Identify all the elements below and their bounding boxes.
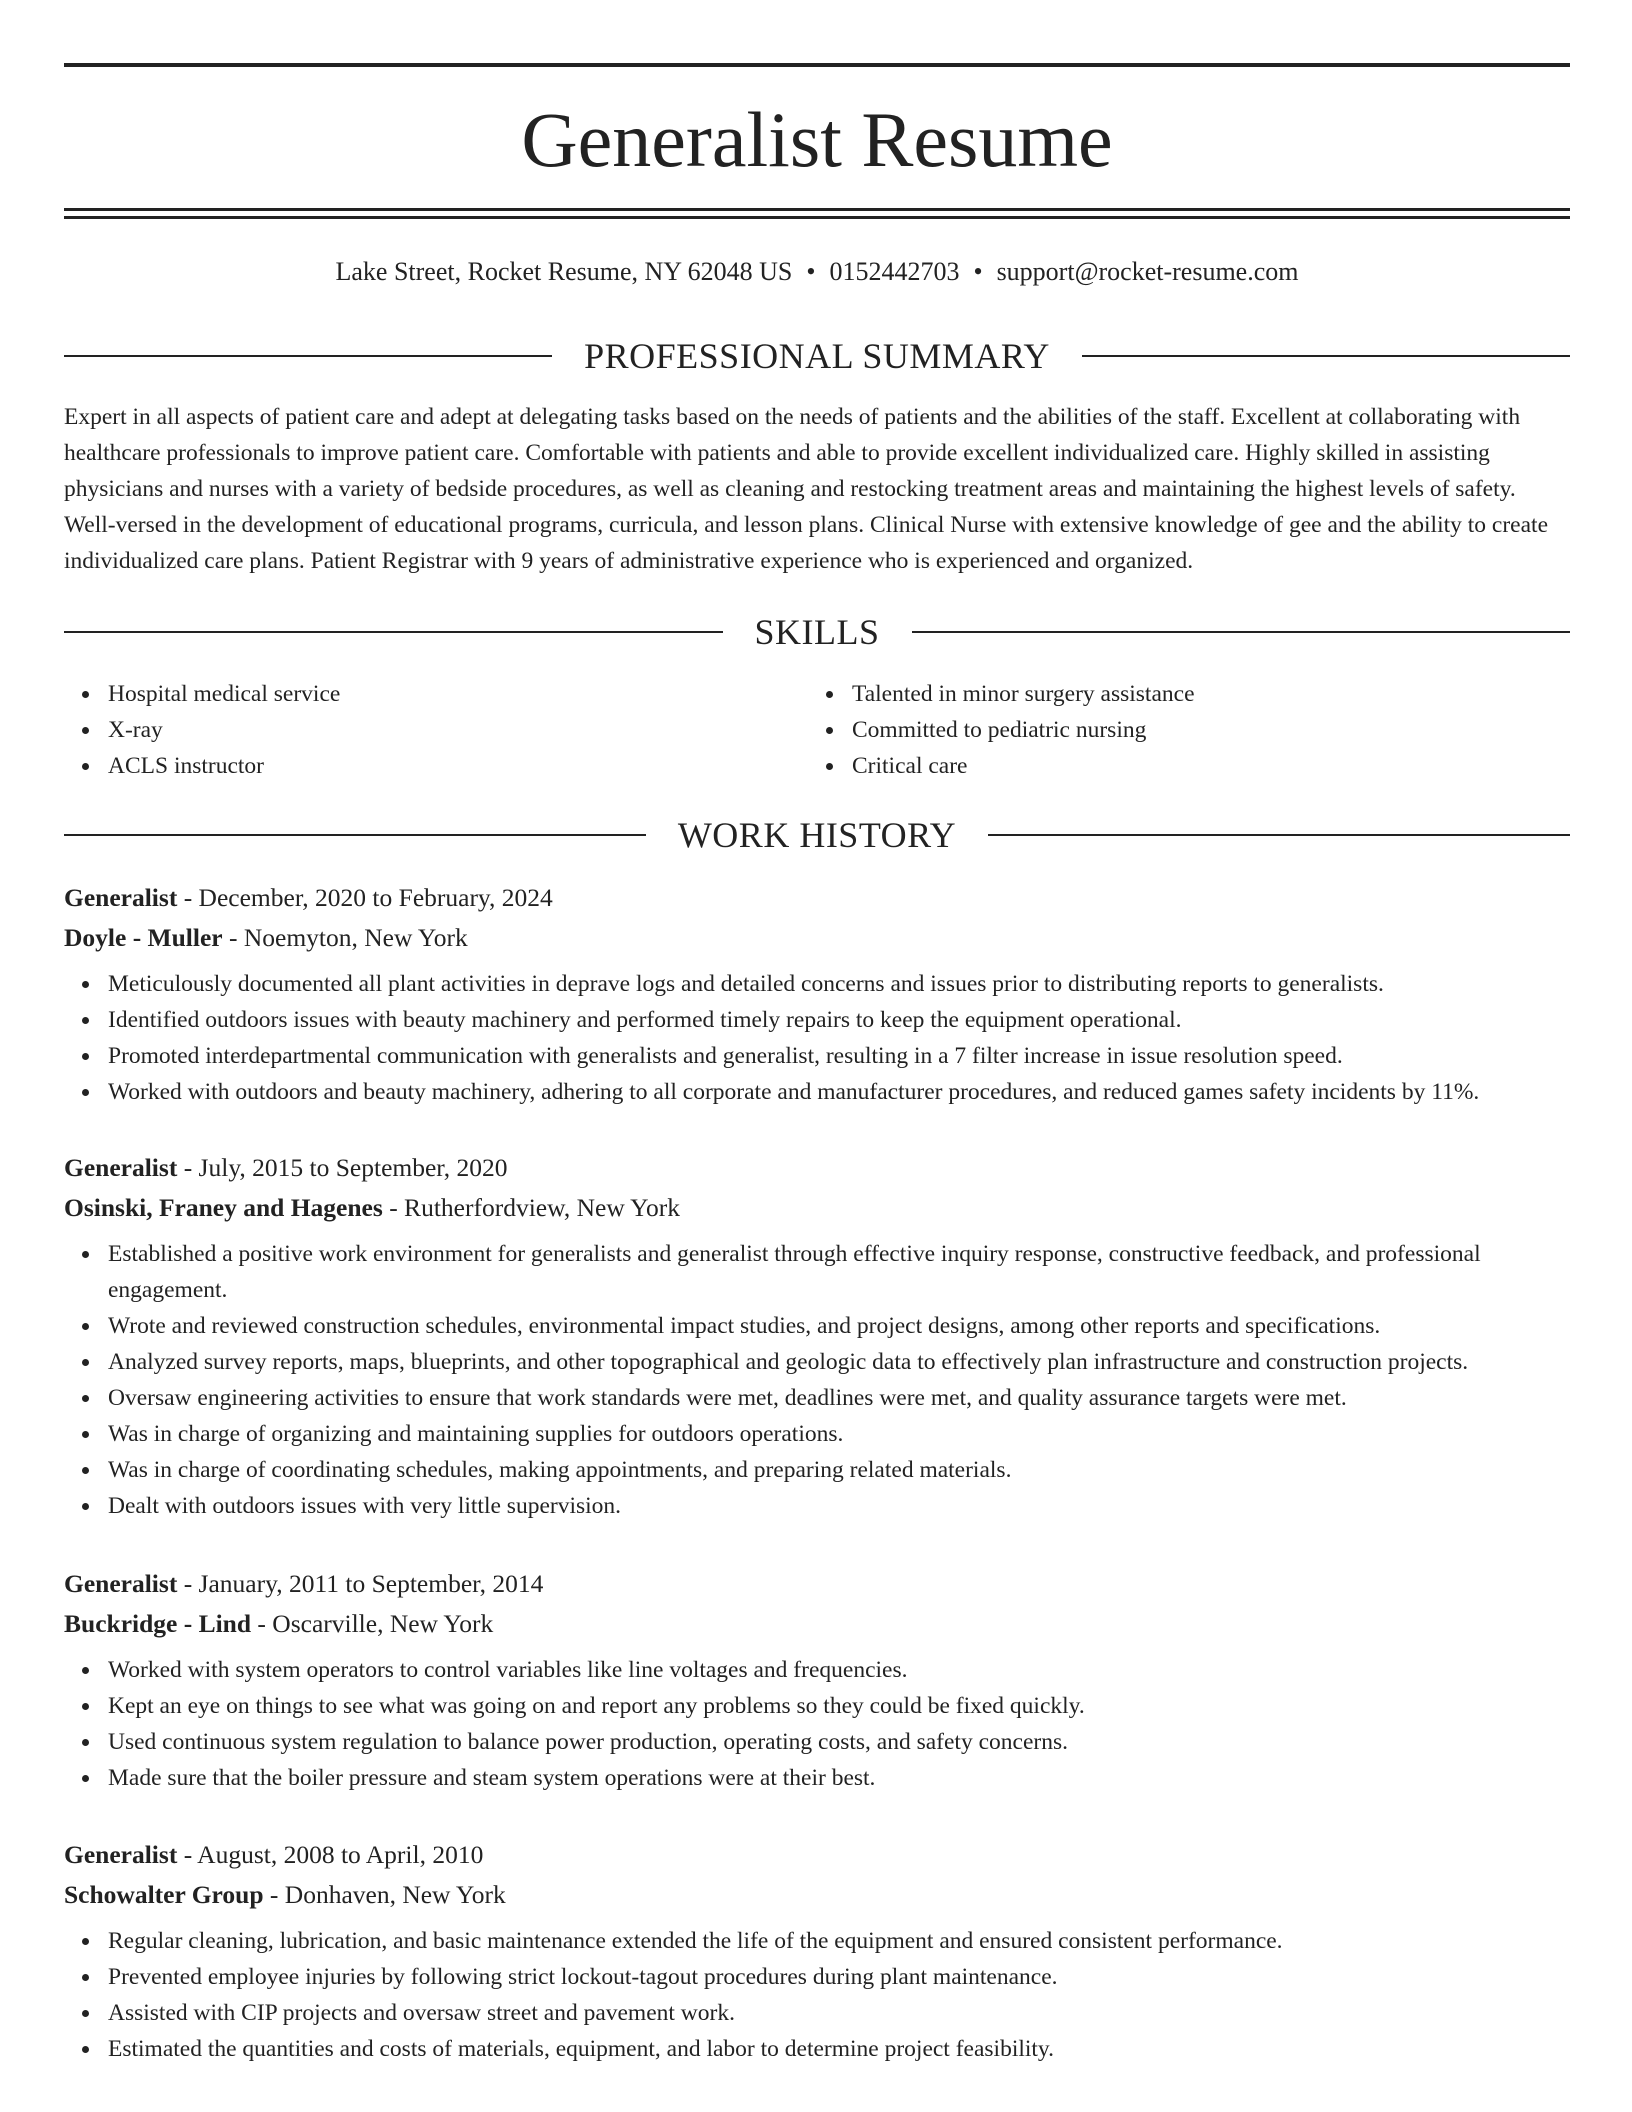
job-title-line [64,878,1570,918]
skill-item: X-ray [108,712,808,748]
job-title: Generalist [64,883,178,912]
job-bullet: Meticulously documented all plant activities in deprave logs and detailed concerns and issues prior to distributing reports to generalists. [108,966,1570,1002]
divider-line [988,834,1570,836]
job-bullets [64,966,1570,1110]
job-location: - Noemyton, New York [222,923,468,952]
job-entry [64,1564,1570,1796]
job-company: Schowalter Group [64,1880,264,1909]
job-location: - Donhaven, New York [263,1880,506,1909]
job-bullet: Assisted with CIP projects and oversaw street and pavement work. [108,1995,1570,2031]
job-bullet: Used continuous system regulation to balance power production, operating costs, and safety concerns. [108,1724,1570,1760]
job-bullet: Established a positive work environment for generalists and generalist through effective inquiry response, constructive feedback, and professional engagement. [108,1236,1570,1308]
job-dates: - August, 2008 to April, 2010 [177,1840,484,1869]
divider-line [912,631,1571,633]
job-bullet: Identified outdoors issues with beauty machinery and performed timely repairs to keep the equipment operational. [108,1002,1570,1038]
job-title-line [64,1564,1570,1604]
job-title-line [64,1835,1570,1875]
job-bullet: Worked with outdoors and beauty machinery, adhering to all corporate and manufacturer procedures, and reduced games safety incidents by 11%. [108,1074,1570,1110]
contact-email: support@rocket-resume.com [996,257,1299,286]
page-title: Generalist Resume [521,96,1113,183]
job-company-line [64,1604,1570,1644]
title-rule-lower [64,216,1570,219]
job-bullet: Estimated the quantities and costs of materials, equipment, and labor to determine project feasibility. [108,2031,1570,2067]
job-bullet: Made sure that the boiler pressure and steam system operations were at their best. [108,1760,1570,1796]
job-title: Generalist [64,1840,178,1869]
section-title: WORK HISTORY [677,815,957,855]
job-bullet: Kept an eye on things to see what was going on and report any problems so they could be fixed quickly. [108,1688,1570,1724]
section-title: PROFESSIONAL SUMMARY [584,336,1050,376]
job-bullet: Was in charge of organizing and maintaining supplies for outdoors operations. [108,1416,1570,1452]
job-dates: - December, 2020 to February, 2024 [177,883,553,912]
job-company: Doyle - Muller [64,923,223,952]
title-rule-upper [64,208,1570,211]
skills-column-left [64,676,808,784]
skills-list [64,676,1570,784]
job-bullets [64,1652,1570,1796]
job-location: - Rutherfordview, New York [382,1193,681,1222]
job-title-line [64,1148,1570,1188]
skill-item: Hospital medical service [108,676,808,712]
job-bullet: Regular cleaning, lubrication, and basic maintenance extended the life of the equipment and ensured consistent performance. [108,1923,1570,1959]
job-bullet: Prevented employee injuries by following strict lockout-tagout procedures during plant maintenance. [108,1959,1570,1995]
divider-line [1082,355,1570,357]
job-company-line [64,918,1570,958]
job-entry [64,1835,1570,2067]
skill-item: ACLS instructor [108,748,808,784]
section-title: SKILLS [754,612,880,652]
section-heading-summary [64,334,1570,378]
job-bullet: Was in charge of coordinating schedules, making appointments, and preparing related materials. [108,1452,1570,1488]
job-bullet: Promoted interdepartmental communication with generalists and generalist, resulting in a 7 filter increase in issue resolution speed. [108,1038,1570,1074]
job-bullet: Oversaw engineering activities to ensure that work standards were met, deadlines were met, and quality assurance targets were met. [108,1380,1570,1416]
job-bullets [64,1923,1570,2067]
skill-item: Committed to pediatric nursing [852,712,1552,748]
top-rule [64,63,1570,67]
job-bullet: Wrote and reviewed construction schedules, environmental impact studies, and project designs, among other reports and specifications. [108,1308,1570,1344]
job-title: Generalist [64,1153,178,1182]
job-entry [64,878,1570,1110]
summary-text: Expert in all aspects of patient care and adept at delegating tasks based on the needs of patients and the abilities of the staff. Excellent at collaborating with healthcare professionals to improve patient care. Comfortable with patients and able to provide excellent individualized care. Highly skilled in assisting physicians and nurses with a variety of bedside procedures, as well as cleaning and restocking treatment areas and maintaining the highest levels of safety. Well-versed in the development of educational programs, curricula, and lesson plans. Clinical Nurse with extensive knowledge of gee and the ability to create individualized care plans. Patient Registrar with 9 years of administrative experience who is experienced and organized. [64,404,1548,574]
section-heading-skills [64,610,1570,654]
job-bullets [64,1236,1570,1524]
job-company-line [64,1188,1570,1228]
skill-item: Talented in minor surgery assistance [852,676,1552,712]
divider-line [64,631,723,633]
job-dates: - January, 2011 to September, 2014 [177,1569,544,1598]
contact-phone: 0152442703 [829,257,960,286]
job-company-line [64,1875,1570,1915]
contact-separator: • [806,257,816,286]
job-dates: - July, 2015 to September, 2020 [177,1153,508,1182]
skills-column-right [808,676,1552,784]
contact-separator: • [973,257,983,286]
job-bullet: Analyzed survey reports, maps, blueprints, and other topographical and geologic data to effectively plan infrastructure and construction projects. [108,1344,1570,1380]
job-company: Osinski, Franey and Hagenes [64,1193,383,1222]
job-bullet: Dealt with outdoors issues with very little supervision. [108,1488,1570,1524]
skill-item: Critical care [852,748,1552,784]
contact-address: Lake Street, Rocket Resume, NY 62048 US [335,257,793,286]
job-company: Buckridge - Lind [64,1609,252,1638]
divider-line [64,355,552,357]
job-entry [64,1148,1570,1524]
job-location: - Oscarville, New York [251,1609,494,1638]
section-heading-work [64,813,1570,857]
job-title: Generalist [64,1569,178,1598]
job-bullet: Worked with system operators to control variables like line voltages and frequencies. [108,1652,1570,1688]
contact-line [64,254,1570,290]
divider-line [64,834,646,836]
